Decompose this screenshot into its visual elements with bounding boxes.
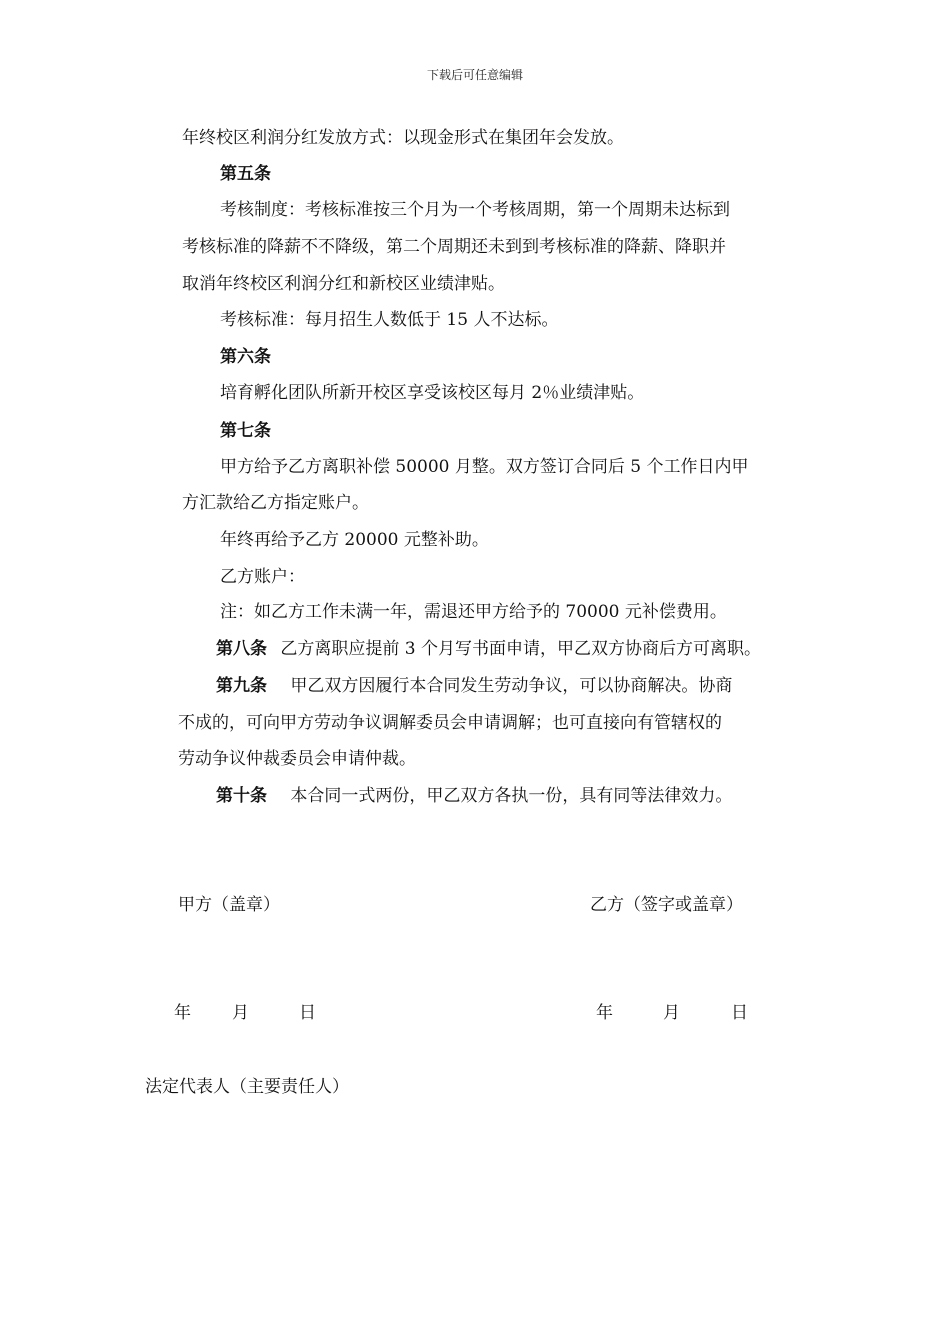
text-line: 考核标准：每月招生人数低于 15 人不达标。: [220, 310, 559, 330]
page-header: 下载后可任意编辑: [426, 68, 523, 82]
text-line: 甲方给予乙方离职补偿 50000 月整。双方签订合同后 5 个工作日内甲: [220, 457, 749, 477]
article-text: 甲乙双方因履行本合同发生劳动争议，可以协商解决。协商: [290, 676, 733, 696]
text-line: 劳动争议仲裁委员会申请仲裁。: [178, 749, 416, 769]
article-label: 第八条: [216, 639, 267, 659]
article-heading: 第六条: [220, 347, 271, 367]
text-line: 不成的，可向甲方劳动争议调解委员会申请调解；也可直接向有管辖权的: [178, 713, 722, 733]
party-a-label: 甲方（盖章）: [178, 895, 280, 915]
article-heading: 第五条: [220, 164, 271, 184]
text-line: 取消年终校区利润分红和新校区业绩津贴。: [182, 274, 505, 294]
text-line: 注：如乙方工作未满一年，需退还甲方给予的 70000 元补偿费用。: [220, 602, 727, 622]
party-b-label: 乙方（签字或盖章）: [590, 895, 743, 915]
text-line: 年终校区利润分红发放方式：以现金形式在集团年会发放。: [182, 128, 624, 148]
article-heading: 第七条: [220, 421, 271, 441]
date-row: [0, 1001, 950, 1025]
text-line: 方汇款给乙方指定账户。: [182, 493, 369, 513]
text-line: 考核制度：考核标准按三个月为一个考核周期，第一个周期未达标到: [220, 200, 730, 220]
text-line: 培育孵化团队所新开校区享受该校区每月 2％业绩津贴。: [220, 383, 645, 403]
year-label: 年: [174, 1003, 191, 1023]
text-line: 乙方账户：: [220, 567, 305, 587]
text-line: 年终再给予乙方 20000 元整补助。: [220, 530, 489, 550]
day-label: 日: [731, 1003, 748, 1023]
article-8: [216, 637, 761, 661]
year-label: 年: [596, 1003, 613, 1023]
day-label: 日: [299, 1003, 316, 1023]
month-label: 月: [232, 1003, 249, 1023]
month-label: 月: [663, 1003, 680, 1023]
article-10: [216, 784, 732, 808]
article-text: 乙方离职应提前 3 个月写书面申请，甲乙双方协商后方可离职。: [280, 639, 762, 659]
article-text: 本合同一式两份，甲乙双方各执一份，具有同等法律效力。: [290, 786, 733, 806]
text-line: 考核标准的降薪不不降级，第二个周期还未到到考核标准的降薪、降职并: [182, 237, 726, 257]
article-9: [216, 674, 732, 698]
article-label: 第十条: [216, 786, 267, 806]
legal-representative-label: 法定代表人（主要责任人）: [145, 1077, 349, 1097]
article-label: 第九条: [216, 676, 267, 696]
